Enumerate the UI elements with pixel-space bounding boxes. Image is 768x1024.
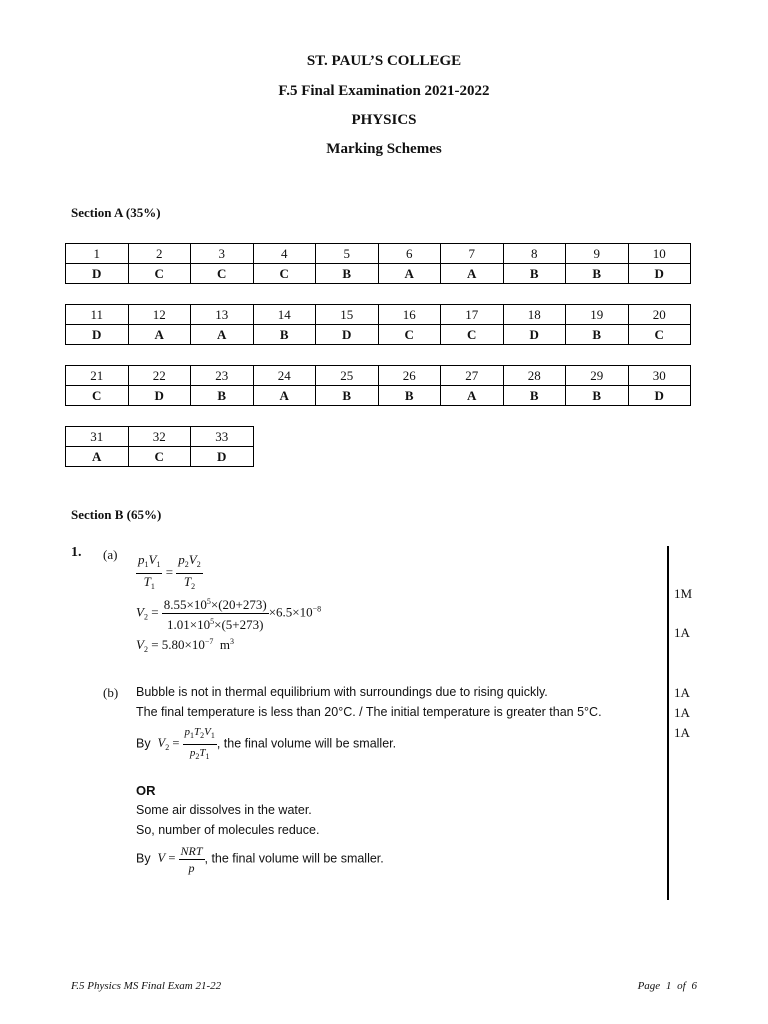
gas-law-equation: $\frac{p_1V_1}{T_1}$ = $\frac{p_2V_2}{T_2}$ bbox=[138, 552, 201, 591]
answer-letter: A bbox=[128, 325, 191, 345]
question-number: 14 bbox=[253, 305, 316, 325]
subject-title: PHYSICS bbox=[351, 112, 417, 128]
answer-table-2 bbox=[65, 304, 691, 345]
eq-denominator: 1.01×10 bbox=[167, 617, 211, 632]
question-number: 28 bbox=[503, 366, 566, 386]
answer-letter: D bbox=[628, 386, 691, 406]
answer-letter: B bbox=[503, 264, 566, 284]
answer-letter: C bbox=[191, 264, 254, 284]
question-number: 8 bbox=[503, 244, 566, 264]
answer-row bbox=[66, 264, 691, 284]
question-number: 16 bbox=[378, 305, 441, 325]
result-value: = 5.80×10 bbox=[151, 637, 205, 652]
question-number: 10 bbox=[628, 244, 691, 264]
question-number-row bbox=[66, 366, 691, 386]
answer-letter: D bbox=[128, 386, 191, 406]
formula-suffix: , the final volume will be smaller. bbox=[216, 736, 397, 751]
question-number: 11 bbox=[66, 305, 129, 325]
question-number: 23 bbox=[191, 366, 254, 386]
answer-row bbox=[66, 386, 691, 406]
answer-letter: B bbox=[316, 386, 379, 406]
eq-numerator: 8.55×10 bbox=[163, 597, 207, 612]
section-a-title: Section A (35%) bbox=[71, 205, 161, 220]
mark: 1M bbox=[674, 586, 693, 601]
section-b-title: Section B (65%) bbox=[71, 507, 162, 522]
answer-letter: B bbox=[566, 264, 629, 284]
question-number: 18 bbox=[503, 305, 566, 325]
answer-letter: B bbox=[316, 264, 379, 284]
answer-letter: A bbox=[253, 386, 316, 406]
volume-substitution-equation: $V_2$ = $\frac{8.55\times 10^5\times(20+273)}{1.01\times 10^5\times(5+273)}$ $\times 6.5\times 10^{-8}$ bbox=[136, 594, 321, 633]
answer-letter: D bbox=[66, 325, 129, 345]
answer-letter: D bbox=[191, 447, 254, 467]
answer-letter: C bbox=[378, 325, 441, 345]
answer-letter: D bbox=[628, 264, 691, 284]
answer-letter: A bbox=[378, 264, 441, 284]
answer-letter: A bbox=[441, 386, 504, 406]
question-number: 30 bbox=[628, 366, 691, 386]
answer-letter: B bbox=[191, 386, 254, 406]
question-number: 3 bbox=[191, 244, 254, 264]
question-number-row bbox=[66, 305, 691, 325]
question-number: 20 bbox=[628, 305, 691, 325]
answer-letter: A bbox=[191, 325, 254, 345]
question-number-row bbox=[66, 427, 254, 447]
doc-type: Marking Schemes bbox=[326, 141, 442, 157]
answer-letter: D bbox=[66, 264, 129, 284]
result-unit: m bbox=[219, 637, 231, 652]
result-exp: −7 bbox=[204, 637, 214, 646]
by-prefix: By bbox=[136, 851, 151, 866]
question-number: 1 bbox=[66, 244, 129, 264]
answer-table-3 bbox=[65, 365, 691, 406]
answer-letter: C bbox=[628, 325, 691, 345]
answer-letter: A bbox=[441, 264, 504, 284]
question-number: 13 bbox=[191, 305, 254, 325]
mark: 1A bbox=[674, 685, 690, 700]
answer-row bbox=[66, 325, 691, 345]
question-number: 24 bbox=[253, 366, 316, 386]
question-number: 6 bbox=[378, 244, 441, 264]
answer-letter: C bbox=[66, 386, 129, 406]
question-number: 21 bbox=[66, 366, 129, 386]
eq-numerator-exp: 5 bbox=[206, 597, 211, 606]
or-label: OR bbox=[136, 783, 156, 798]
mark: 1A bbox=[674, 705, 690, 720]
question-number: 1. bbox=[71, 545, 82, 560]
question-number: 5 bbox=[316, 244, 379, 264]
answer-letter: C bbox=[253, 264, 316, 284]
answer-letter: D bbox=[503, 325, 566, 345]
answer-line-formula: By V = $\frac{\text{NRT}}{p}$ , the final volume will be smaller. bbox=[136, 844, 384, 875]
eq-tail-exp: −8 bbox=[312, 604, 322, 614]
footer-page: Page 1 of 6 bbox=[637, 980, 697, 992]
eq-denominator-exp: 5 bbox=[210, 617, 215, 626]
answer-letter: B bbox=[566, 386, 629, 406]
question-number: 31 bbox=[66, 427, 129, 447]
answer-letter: C bbox=[441, 325, 504, 345]
answer-letter: B bbox=[566, 325, 629, 345]
question-number: 32 bbox=[128, 427, 191, 447]
question-number: 9 bbox=[566, 244, 629, 264]
question-number: 26 bbox=[378, 366, 441, 386]
answer-letter: C bbox=[128, 264, 191, 284]
answer-table-4 bbox=[65, 426, 254, 467]
eq-numerator-tail: ×(20+273) bbox=[210, 597, 267, 612]
by-prefix: By bbox=[136, 736, 151, 751]
answer-letter: A bbox=[66, 447, 129, 467]
answer-line: Some air dissolves in the water. bbox=[136, 803, 312, 817]
question-number: 25 bbox=[316, 366, 379, 386]
answer-line: Bubble is not in thermal equilibrium with surroundings due to rising quickly. bbox=[136, 685, 548, 699]
answer-letter: B bbox=[253, 325, 316, 345]
marks-divider bbox=[667, 546, 669, 900]
answer-letter: B bbox=[378, 386, 441, 406]
question-number: 27 bbox=[441, 366, 504, 386]
eq-denominator-tail: ×(5+273) bbox=[214, 617, 264, 632]
question-number: 17 bbox=[441, 305, 504, 325]
question-number-row bbox=[66, 244, 691, 264]
mark: 1A bbox=[674, 725, 690, 740]
exam-title: F.5 Final Examination 2021-2022 bbox=[278, 83, 490, 99]
answer-line: So, number of molecules reduce. bbox=[136, 823, 320, 837]
answer-row bbox=[66, 447, 254, 467]
question-number: 4 bbox=[253, 244, 316, 264]
part-a-label: (a) bbox=[103, 547, 118, 562]
part-b-label: (b) bbox=[103, 685, 119, 700]
mark: 1A bbox=[674, 625, 690, 640]
question-number: 7 bbox=[441, 244, 504, 264]
answer-letter: C bbox=[128, 447, 191, 467]
question-number: 29 bbox=[566, 366, 629, 386]
question-number: 2 bbox=[128, 244, 191, 264]
answer-letter: B bbox=[503, 386, 566, 406]
question-number: 12 bbox=[128, 305, 191, 325]
question-number: 33 bbox=[191, 427, 254, 447]
answer-line-formula: By $V_2$ = $\frac{p_1T_2V_1}{p_2T_1}$ , the final volume will be smaller. bbox=[136, 726, 397, 761]
formula-suffix: , the final volume will be smaller. bbox=[204, 851, 384, 866]
question-number: 22 bbox=[128, 366, 191, 386]
question-number: 15 bbox=[316, 305, 379, 325]
question-number: 19 bbox=[566, 305, 629, 325]
volume-result-equation: $V_2 = 5.80\times 10^{-7}$ $m^3$ bbox=[136, 637, 235, 654]
footer-left: F.5 Physics MS Final Exam 21-22 bbox=[71, 980, 222, 992]
answer-letter: D bbox=[316, 325, 379, 345]
eq-tail: ×6.5×10 bbox=[268, 604, 313, 620]
answer-table-1 bbox=[65, 243, 691, 284]
answer-line: The final temperature is less than 20°C. / The initial temperature is greater than 5°C. bbox=[136, 705, 602, 719]
college-name: ST. PAUL’S COLLEGE bbox=[306, 53, 462, 69]
